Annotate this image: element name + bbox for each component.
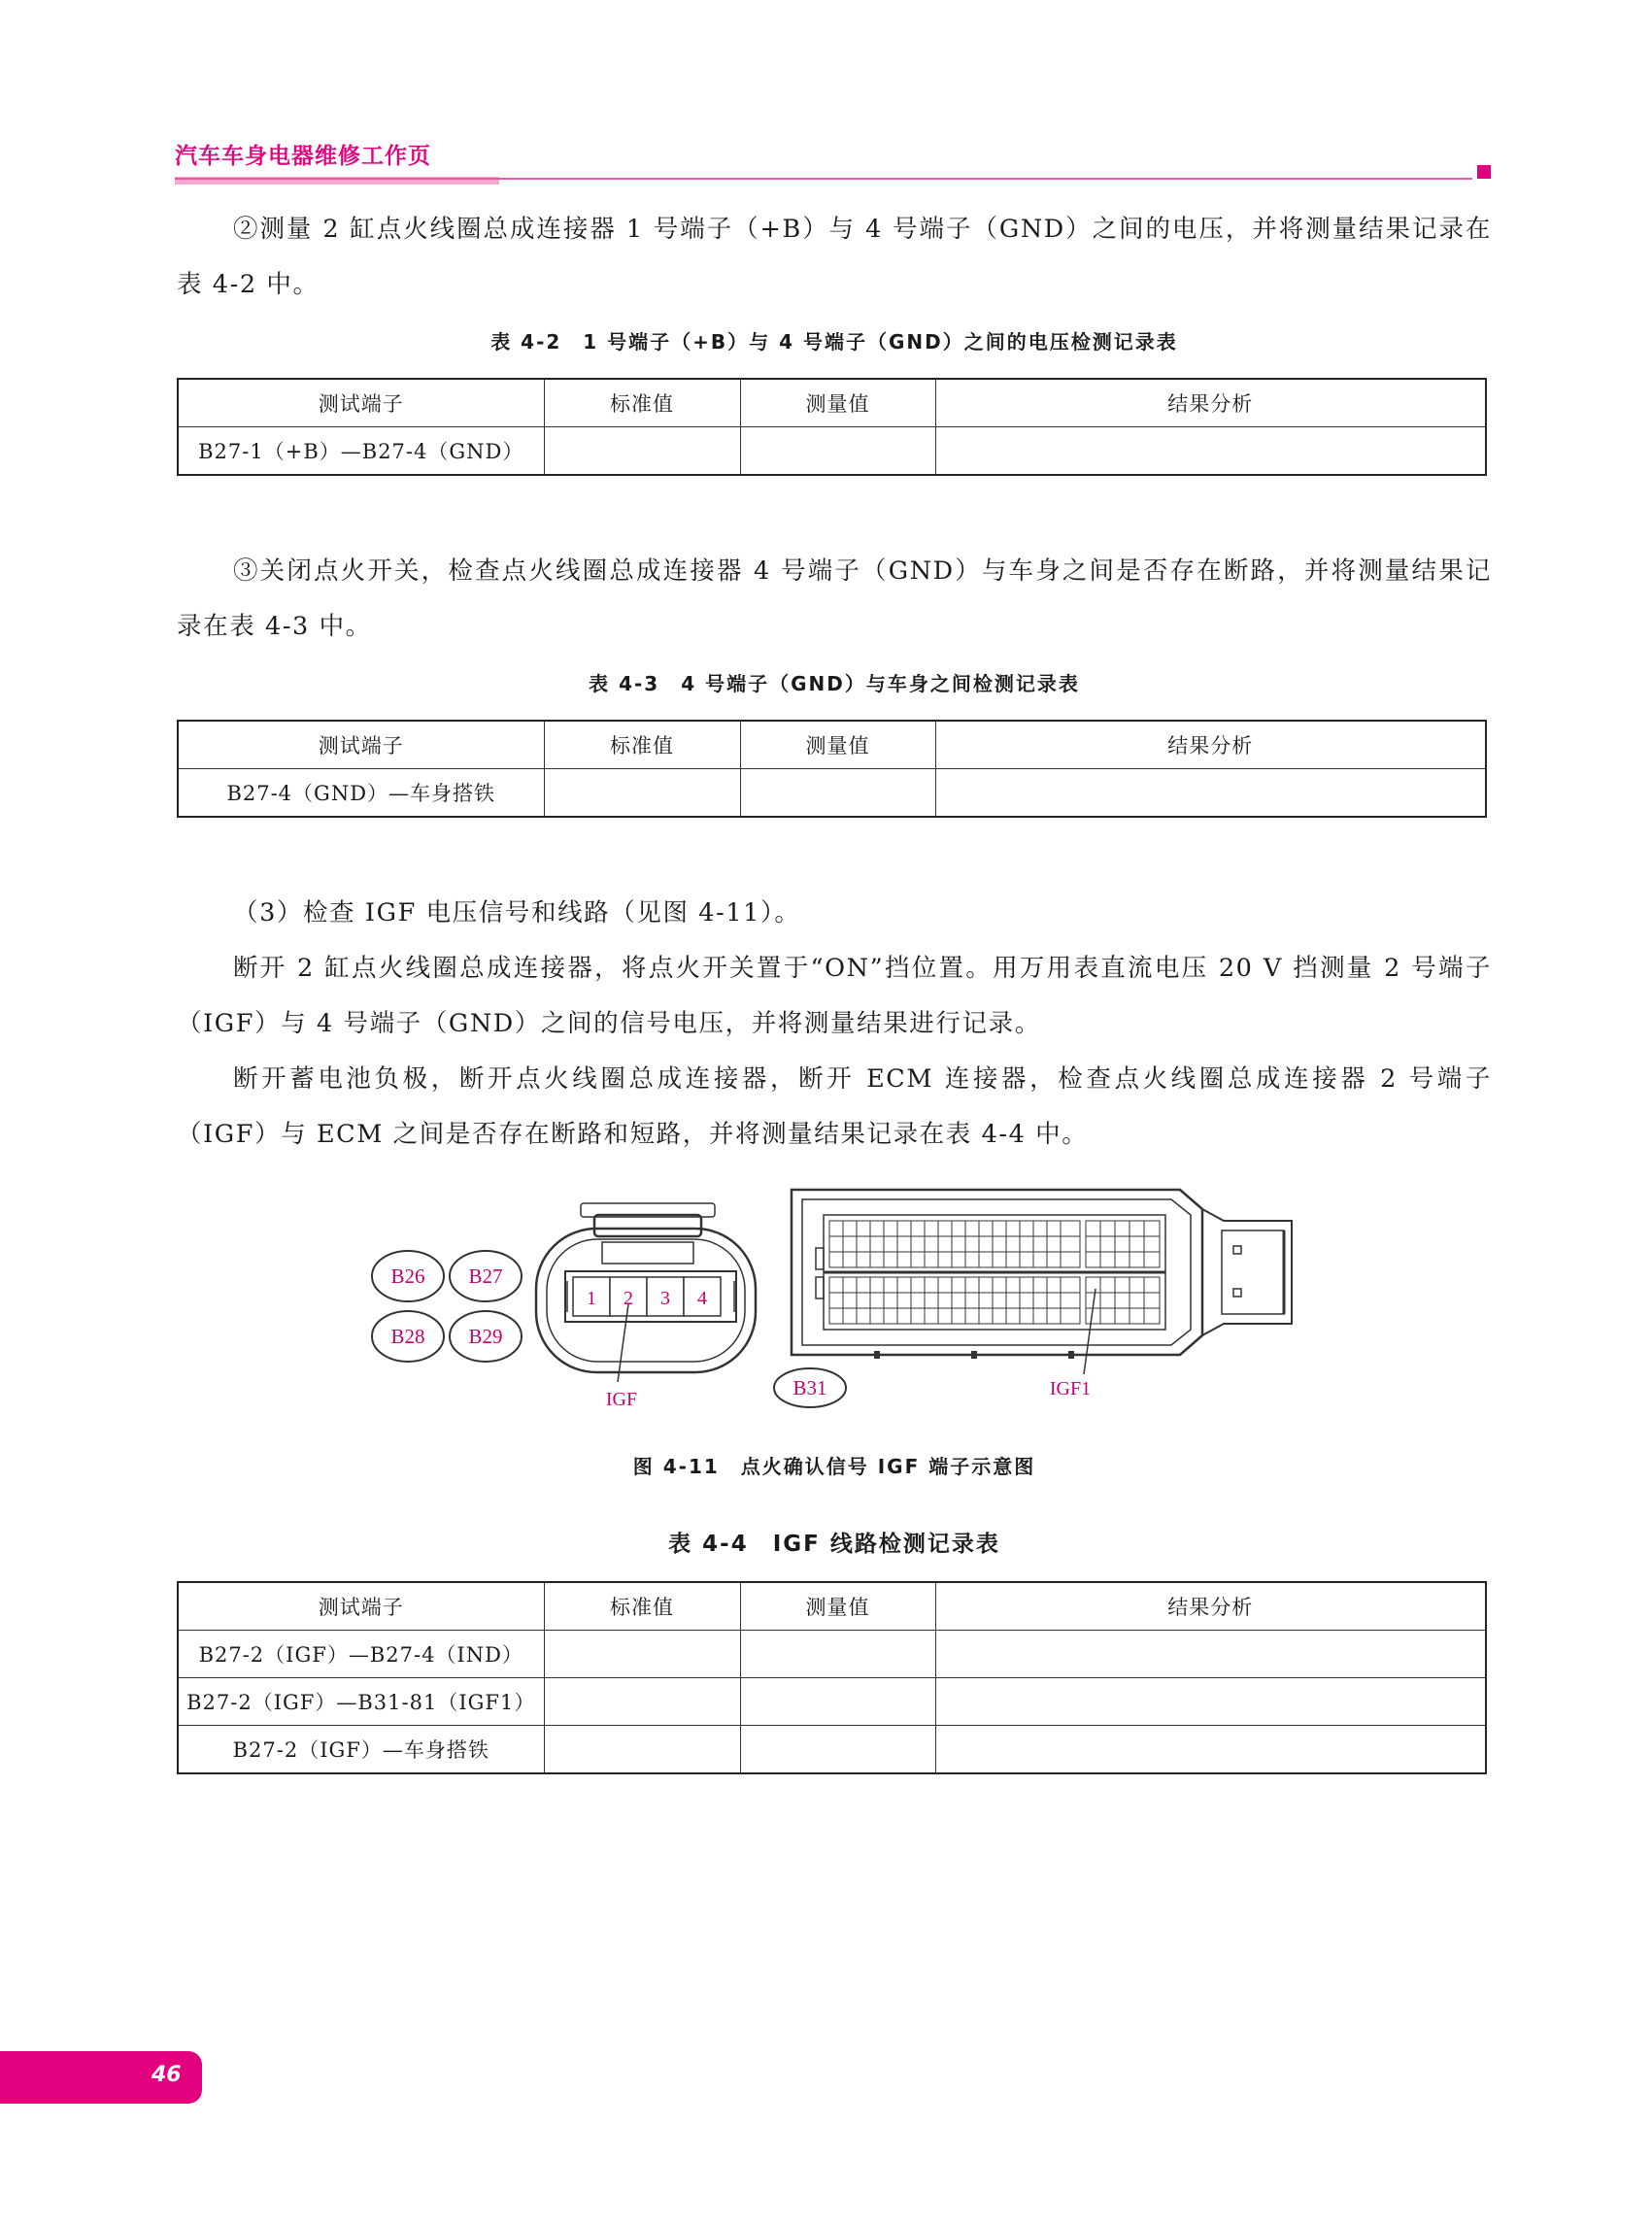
cell-standard-value — [544, 1726, 740, 1774]
label-b31: B31 — [792, 1376, 827, 1399]
col-header-result-analysis: 结果分析 — [935, 721, 1486, 769]
cell-test-terminal: B27-2（IGF）—B31-81（IGF1） — [178, 1678, 544, 1726]
col-header-measured-value: 测量值 — [740, 1582, 935, 1631]
cell-test-terminal: B27-1（+B）—B27-4（GND） — [178, 427, 544, 476]
col-header-test-terminal: 测试端子 — [178, 1582, 544, 1631]
cell-measured-value — [740, 1678, 935, 1726]
pin-3: 3 — [660, 1288, 670, 1309]
paragraph-circuit-check: 断开蓄电池负极，断开点火线圈总成连接器，断开 ECM 连接器，检查点火线圈总成连接器 2 号端子（IGF）与 ECM 之间是否存在断路和短路，并将测量结果记录在表 4-4 中。 — [177, 1064, 1492, 1149]
table-4-3-caption: 表 4-3 4 号端子（GND）与车身之间检测记录表 — [589, 672, 1080, 695]
col-header-result-analysis: 结果分析 — [935, 379, 1486, 427]
table-row — [178, 1678, 1486, 1726]
figure-4-11-caption: 图 4-11 点火确认信号 IGF 端子示意图 — [632, 1455, 1036, 1478]
pin-1: 1 — [587, 1288, 596, 1309]
table-header-row — [178, 379, 1486, 427]
label-b27: B27 — [468, 1264, 503, 1288]
table-4-4-caption: 表 4-4 IGF 线路检测记录表 — [668, 1532, 1000, 1557]
col-header-measured-value: 测量值 — [740, 379, 935, 427]
col-header-test-terminal: 测试端子 — [178, 379, 544, 427]
paragraph-step-2: ②测量 2 缸点火线圈总成连接器 1 号端子（+B）与 4 号端子（GND）之间的电压，并将测量结果记录在表 4-2 中。 — [177, 215, 1492, 299]
ecm-connector-shape — [792, 1190, 1292, 1355]
col-header-test-terminal: 测试端子 — [178, 721, 544, 769]
paragraph-step-igf-check: （3）检查 IGF 电压信号和线路（见图 4-11）。 — [233, 898, 801, 927]
header-rule — [175, 178, 1472, 180]
igf-terminal-diagram — [359, 1180, 1311, 1433]
cell-test-terminal: B27-2（IGF）—车身搭铁 — [178, 1726, 544, 1774]
cell-measured-value — [740, 769, 935, 818]
cell-test-terminal: B27-2（IGF）—B27-4（IND） — [178, 1631, 544, 1678]
cell-test-terminal: B27-4（GND）—车身搭铁 — [178, 769, 544, 818]
callout-igf: IGF — [605, 1389, 638, 1410]
cell-standard-value — [544, 1631, 740, 1678]
paragraph-voltage-measure: 断开 2 缸点火线圈总成连接器，将点火开关置于“ON”挡位置。用万用表直流电压 20 V 挡测量 2 号端子（IGF）与 4 号端子（GND）之间的信号电压，并将测量结果进行记录。 — [177, 954, 1492, 1038]
callout-igf1: IGF1 — [1049, 1378, 1092, 1399]
table-row — [178, 769, 1486, 818]
table-row — [178, 1726, 1486, 1774]
cell-result-analysis — [935, 1678, 1486, 1726]
cell-standard-value — [544, 769, 740, 818]
col-header-result-analysis: 结果分析 — [935, 1582, 1486, 1631]
table-header-row — [178, 1582, 1486, 1631]
table-4-3 — [177, 720, 1487, 818]
col-header-standard-value: 标准值 — [544, 721, 740, 769]
table-header-row — [178, 721, 1486, 769]
label-b26: B26 — [390, 1264, 425, 1288]
table-row — [178, 1631, 1486, 1678]
label-b28: B28 — [390, 1325, 425, 1348]
page-number: 46 — [152, 2063, 182, 2087]
cell-result-analysis — [935, 427, 1486, 476]
cell-standard-value — [544, 427, 740, 476]
cell-measured-value — [740, 1631, 935, 1678]
pin-2: 2 — [624, 1288, 633, 1309]
table-4-2-caption: 表 4-2 1 号端子（+B）与 4 号端子（GND）之间的电压检测记录表 — [490, 330, 1178, 354]
cell-measured-value — [740, 427, 935, 476]
col-header-measured-value: 测量值 — [740, 721, 935, 769]
table-row — [178, 427, 1486, 476]
paragraph-step-3: ③关闭点火开关，检查点火线圈总成连接器 4 号端子（GND）与车身之间是否存在断路，并将测量结果记录在表 4-3 中。 — [177, 556, 1492, 641]
table-4-4 — [177, 1581, 1487, 1774]
col-header-standard-value: 标准值 — [544, 379, 740, 427]
cell-result-analysis — [935, 1726, 1486, 1774]
col-header-standard-value: 标准值 — [544, 1582, 740, 1631]
table-4-2 — [177, 378, 1487, 476]
label-b29: B29 — [468, 1325, 503, 1348]
pin-4: 4 — [697, 1288, 707, 1309]
cell-result-analysis — [935, 769, 1486, 818]
cell-measured-value — [740, 1726, 935, 1774]
cell-standard-value — [544, 1678, 740, 1726]
cell-result-analysis — [935, 1631, 1486, 1678]
header-square-marker — [1477, 165, 1491, 179]
running-header-title: 汽车车身电器维修工作页 — [175, 144, 431, 169]
